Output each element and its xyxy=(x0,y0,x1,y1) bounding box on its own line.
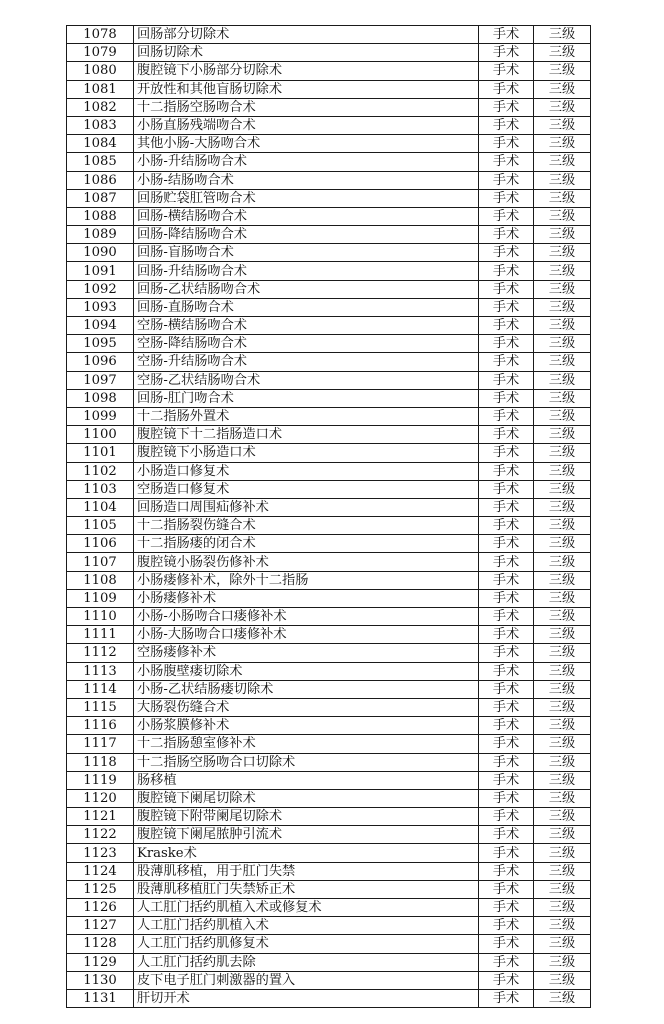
table-row xyxy=(67,553,591,571)
level-cell: 三级 xyxy=(534,298,591,316)
table-row xyxy=(67,171,591,189)
table-row xyxy=(67,44,591,62)
procedure-table xyxy=(66,25,591,1008)
level-cell: 三级 xyxy=(534,899,591,917)
level-cell: 三级 xyxy=(534,771,591,789)
table-row xyxy=(67,426,591,444)
category-cell: 手术 xyxy=(479,589,534,607)
table-row xyxy=(67,771,591,789)
procedure-name: 十二指肠空肠吻合术 xyxy=(134,98,479,116)
table-row xyxy=(67,389,591,407)
category-cell: 手术 xyxy=(479,244,534,262)
procedure-name: 小肠腹壁瘘切除术 xyxy=(134,662,479,680)
category-cell: 手术 xyxy=(479,771,534,789)
category-cell: 手术 xyxy=(479,953,534,971)
row-number: 1090 xyxy=(67,244,134,262)
row-number: 1117 xyxy=(67,735,134,753)
category-cell: 手术 xyxy=(479,644,534,662)
category-cell: 手术 xyxy=(479,135,534,153)
level-cell: 三级 xyxy=(534,116,591,134)
level-cell: 三级 xyxy=(534,517,591,535)
procedure-name: 人工肛门括约肌植入术或修复术 xyxy=(134,899,479,917)
table-row xyxy=(67,589,591,607)
row-number: 1130 xyxy=(67,971,134,989)
level-cell: 三级 xyxy=(534,680,591,698)
table-row xyxy=(67,26,591,44)
table-row xyxy=(67,662,591,680)
row-number: 1087 xyxy=(67,189,134,207)
level-cell: 三级 xyxy=(534,353,591,371)
category-cell: 手术 xyxy=(479,62,534,80)
row-number: 1100 xyxy=(67,426,134,444)
category-cell: 手术 xyxy=(479,899,534,917)
procedure-name: 回肠贮袋肛管吻合术 xyxy=(134,189,479,207)
category-cell: 手术 xyxy=(479,353,534,371)
procedure-name: 人工肛门括约肌去除 xyxy=(134,953,479,971)
row-number: 1119 xyxy=(67,771,134,789)
category-cell: 手术 xyxy=(479,207,534,225)
level-cell: 三级 xyxy=(534,662,591,680)
row-number: 1131 xyxy=(67,989,134,1007)
procedure-name: 回肠-升结肠吻合术 xyxy=(134,262,479,280)
category-cell: 手术 xyxy=(479,262,534,280)
category-cell: 手术 xyxy=(479,116,534,134)
level-cell: 三级 xyxy=(534,153,591,171)
row-number: 1096 xyxy=(67,353,134,371)
level-cell: 三级 xyxy=(534,444,591,462)
category-cell: 手术 xyxy=(479,153,534,171)
procedure-name: 回肠-乙状结肠吻合术 xyxy=(134,280,479,298)
procedure-name: 腹腔镜下阑尾脓肿引流术 xyxy=(134,826,479,844)
level-cell: 三级 xyxy=(534,935,591,953)
procedure-name: 回肠造口周围疝修补术 xyxy=(134,498,479,516)
level-cell: 三级 xyxy=(534,571,591,589)
category-cell: 手术 xyxy=(479,462,534,480)
procedure-name: 十二指肠裂伤缝合术 xyxy=(134,517,479,535)
category-cell: 手术 xyxy=(479,535,534,553)
procedure-name: 小肠-大肠吻合口瘘修补术 xyxy=(134,626,479,644)
category-cell: 手术 xyxy=(479,808,534,826)
row-number: 1089 xyxy=(67,226,134,244)
category-cell: 手术 xyxy=(479,662,534,680)
category-cell: 手术 xyxy=(479,844,534,862)
table-row xyxy=(67,680,591,698)
level-cell: 三级 xyxy=(534,389,591,407)
table-row xyxy=(67,407,591,425)
table-row xyxy=(67,880,591,898)
level-cell: 三级 xyxy=(534,644,591,662)
row-number: 1082 xyxy=(67,98,134,116)
level-cell: 三级 xyxy=(534,698,591,716)
level-cell: 三级 xyxy=(534,26,591,44)
table-row xyxy=(67,135,591,153)
row-number: 1118 xyxy=(67,753,134,771)
procedure-name: 小肠直肠残端吻合术 xyxy=(134,116,479,134)
row-number: 1086 xyxy=(67,171,134,189)
procedure-name: 回肠-盲肠吻合术 xyxy=(134,244,479,262)
row-number: 1080 xyxy=(67,62,134,80)
category-cell: 手术 xyxy=(479,571,534,589)
table-row xyxy=(67,826,591,844)
category-cell: 手术 xyxy=(479,335,534,353)
category-cell: 手术 xyxy=(479,407,534,425)
row-number: 1127 xyxy=(67,917,134,935)
row-number: 1095 xyxy=(67,335,134,353)
procedure-name: 回肠-降结肠吻合术 xyxy=(134,226,479,244)
table-row xyxy=(67,262,591,280)
procedure-name: 回肠-肛门吻合术 xyxy=(134,389,479,407)
procedure-name: 腹腔镜下十二指肠造口术 xyxy=(134,426,479,444)
row-number: 1084 xyxy=(67,135,134,153)
category-cell: 手术 xyxy=(479,226,534,244)
procedure-name: 人工肛门括约肌植入术 xyxy=(134,917,479,935)
procedure-name: 回肠部分切除术 xyxy=(134,26,479,44)
category-cell: 手术 xyxy=(479,989,534,1007)
procedure-name: 开放性和其他盲肠切除术 xyxy=(134,80,479,98)
category-cell: 手术 xyxy=(479,98,534,116)
table-row xyxy=(67,953,591,971)
level-cell: 三级 xyxy=(534,735,591,753)
category-cell: 手术 xyxy=(479,280,534,298)
level-cell: 三级 xyxy=(534,189,591,207)
table-row xyxy=(67,644,591,662)
category-cell: 手术 xyxy=(479,298,534,316)
row-number: 1125 xyxy=(67,880,134,898)
procedure-name: 小肠-小肠吻合口瘘修补术 xyxy=(134,608,479,626)
level-cell: 三级 xyxy=(534,498,591,516)
category-cell: 手术 xyxy=(479,880,534,898)
procedure-name: 肠移植 xyxy=(134,771,479,789)
row-number: 1111 xyxy=(67,626,134,644)
row-number: 1083 xyxy=(67,116,134,134)
row-number: 1114 xyxy=(67,680,134,698)
procedure-name: 股薄肌移植肛门失禁矫正术 xyxy=(134,880,479,898)
table-row xyxy=(67,317,591,335)
category-cell: 手术 xyxy=(479,917,534,935)
category-cell: 手术 xyxy=(479,371,534,389)
procedure-name: 小肠瘘修补术 xyxy=(134,589,479,607)
procedure-name: 腹腔镜下小肠造口术 xyxy=(134,444,479,462)
category-cell: 手术 xyxy=(479,44,534,62)
category-cell: 手术 xyxy=(479,680,534,698)
procedure-name: 小肠-结肠吻合术 xyxy=(134,171,479,189)
level-cell: 三级 xyxy=(534,753,591,771)
category-cell: 手术 xyxy=(479,698,534,716)
category-cell: 手术 xyxy=(479,498,534,516)
level-cell: 三级 xyxy=(534,135,591,153)
level-cell: 三级 xyxy=(534,789,591,807)
procedure-name: 股薄肌移植，用于肛门失禁 xyxy=(134,862,479,880)
category-cell: 手术 xyxy=(479,26,534,44)
table-row xyxy=(67,207,591,225)
level-cell: 三级 xyxy=(534,553,591,571)
level-cell: 三级 xyxy=(534,317,591,335)
row-number: 1092 xyxy=(67,280,134,298)
category-cell: 手术 xyxy=(479,444,534,462)
level-cell: 三级 xyxy=(534,44,591,62)
procedure-name: 回肠切除术 xyxy=(134,44,479,62)
row-number: 1101 xyxy=(67,444,134,462)
procedure-name: 小肠浆膜修补术 xyxy=(134,717,479,735)
category-cell: 手术 xyxy=(479,553,534,571)
level-cell: 三级 xyxy=(534,862,591,880)
row-number: 1128 xyxy=(67,935,134,953)
table-row xyxy=(67,735,591,753)
table-row xyxy=(67,517,591,535)
table-row xyxy=(67,698,591,716)
procedure-name: 空肠-降结肠吻合术 xyxy=(134,335,479,353)
category-cell: 手术 xyxy=(479,517,534,535)
category-cell: 手术 xyxy=(479,971,534,989)
table-row xyxy=(67,226,591,244)
procedure-name: 其他小肠-大肠吻合术 xyxy=(134,135,479,153)
category-cell: 手术 xyxy=(479,862,534,880)
row-number: 1113 xyxy=(67,662,134,680)
level-cell: 三级 xyxy=(534,589,591,607)
table-row xyxy=(67,844,591,862)
category-cell: 手术 xyxy=(479,626,534,644)
procedure-name: 小肠-升结肠吻合术 xyxy=(134,153,479,171)
row-number: 1097 xyxy=(67,371,134,389)
row-number: 1122 xyxy=(67,826,134,844)
row-number: 1106 xyxy=(67,535,134,553)
level-cell: 三级 xyxy=(534,608,591,626)
table-row xyxy=(67,989,591,1007)
level-cell: 三级 xyxy=(534,462,591,480)
level-cell: 三级 xyxy=(534,971,591,989)
row-number: 1108 xyxy=(67,571,134,589)
level-cell: 三级 xyxy=(534,371,591,389)
procedure-name: 空肠造口修复术 xyxy=(134,480,479,498)
level-cell: 三级 xyxy=(534,917,591,935)
level-cell: 三级 xyxy=(534,207,591,225)
level-cell: 三级 xyxy=(534,480,591,498)
level-cell: 三级 xyxy=(534,535,591,553)
row-number: 1120 xyxy=(67,789,134,807)
row-number: 1115 xyxy=(67,698,134,716)
procedure-name: Kraske术 xyxy=(134,844,479,862)
table-row xyxy=(67,571,591,589)
table-row xyxy=(67,189,591,207)
procedure-name: 十二指肠憩室修补术 xyxy=(134,735,479,753)
table-row xyxy=(67,608,591,626)
procedure-name: 十二指肠外置术 xyxy=(134,407,479,425)
table-row xyxy=(67,498,591,516)
procedure-name: 回肠-直肠吻合术 xyxy=(134,298,479,316)
category-cell: 手术 xyxy=(479,735,534,753)
level-cell: 三级 xyxy=(534,62,591,80)
table-row xyxy=(67,480,591,498)
table-row xyxy=(67,808,591,826)
category-cell: 手术 xyxy=(479,389,534,407)
category-cell: 手术 xyxy=(479,317,534,335)
table-row xyxy=(67,116,591,134)
table-row xyxy=(67,98,591,116)
row-number: 1124 xyxy=(67,862,134,880)
procedure-name: 大肠裂伤缝合术 xyxy=(134,698,479,716)
row-number: 1123 xyxy=(67,844,134,862)
procedure-name: 小肠-乙状结肠瘘切除术 xyxy=(134,680,479,698)
procedure-name: 腹腔镜下附带阑尾切除术 xyxy=(134,808,479,826)
category-cell: 手术 xyxy=(479,480,534,498)
level-cell: 三级 xyxy=(534,407,591,425)
table-row xyxy=(67,789,591,807)
table-row xyxy=(67,444,591,462)
category-cell: 手术 xyxy=(479,80,534,98)
row-number: 1088 xyxy=(67,207,134,225)
table-row xyxy=(67,935,591,953)
level-cell: 三级 xyxy=(534,280,591,298)
row-number: 1078 xyxy=(67,26,134,44)
row-number: 1112 xyxy=(67,644,134,662)
row-number: 1098 xyxy=(67,389,134,407)
level-cell: 三级 xyxy=(534,171,591,189)
table-row xyxy=(67,753,591,771)
level-cell: 三级 xyxy=(534,335,591,353)
category-cell: 手术 xyxy=(479,826,534,844)
table-row xyxy=(67,862,591,880)
table-row xyxy=(67,917,591,935)
level-cell: 三级 xyxy=(534,244,591,262)
row-number: 1093 xyxy=(67,298,134,316)
row-number: 1102 xyxy=(67,462,134,480)
level-cell: 三级 xyxy=(534,426,591,444)
level-cell: 三级 xyxy=(534,808,591,826)
level-cell: 三级 xyxy=(534,80,591,98)
table-row xyxy=(67,62,591,80)
procedure-name: 空肠瘘修补术 xyxy=(134,644,479,662)
level-cell: 三级 xyxy=(534,262,591,280)
level-cell: 三级 xyxy=(534,880,591,898)
category-cell: 手术 xyxy=(479,171,534,189)
table-row xyxy=(67,626,591,644)
procedure-name: 回肠-横结肠吻合术 xyxy=(134,207,479,225)
procedure-name: 肝切开术 xyxy=(134,989,479,1007)
category-cell: 手术 xyxy=(479,189,534,207)
table-row xyxy=(67,353,591,371)
table-row xyxy=(67,80,591,98)
procedure-table-body xyxy=(67,26,591,1008)
table-row xyxy=(67,371,591,389)
level-cell: 三级 xyxy=(534,989,591,1007)
category-cell: 手术 xyxy=(479,717,534,735)
procedure-name: 小肠瘘修补术，除外十二指肠 xyxy=(134,571,479,589)
table-row xyxy=(67,717,591,735)
table-row xyxy=(67,462,591,480)
procedure-name: 腹腔镜小肠裂伤修补术 xyxy=(134,553,479,571)
level-cell: 三级 xyxy=(534,844,591,862)
level-cell: 三级 xyxy=(534,98,591,116)
procedure-name: 皮下电子肛门刺激器的置入 xyxy=(134,971,479,989)
row-number: 1103 xyxy=(67,480,134,498)
row-number: 1094 xyxy=(67,317,134,335)
category-cell: 手术 xyxy=(479,753,534,771)
row-number: 1126 xyxy=(67,899,134,917)
level-cell: 三级 xyxy=(534,717,591,735)
row-number: 1104 xyxy=(67,498,134,516)
level-cell: 三级 xyxy=(534,226,591,244)
row-number: 1107 xyxy=(67,553,134,571)
row-number: 1121 xyxy=(67,808,134,826)
procedure-name: 人工肛门括约肌修复术 xyxy=(134,935,479,953)
procedure-name: 空肠-横结肠吻合术 xyxy=(134,317,479,335)
category-cell: 手术 xyxy=(479,608,534,626)
row-number: 1105 xyxy=(67,517,134,535)
row-number: 1079 xyxy=(67,44,134,62)
category-cell: 手术 xyxy=(479,935,534,953)
table-row xyxy=(67,535,591,553)
procedure-name: 十二指肠瘘的闭合术 xyxy=(134,535,479,553)
row-number: 1110 xyxy=(67,608,134,626)
table-row xyxy=(67,244,591,262)
category-cell: 手术 xyxy=(479,789,534,807)
row-number: 1081 xyxy=(67,80,134,98)
table-row xyxy=(67,153,591,171)
row-number: 1109 xyxy=(67,589,134,607)
table-row xyxy=(67,335,591,353)
row-number: 1116 xyxy=(67,717,134,735)
procedure-name: 腹腔镜下阑尾切除术 xyxy=(134,789,479,807)
procedure-name: 小肠造口修复术 xyxy=(134,462,479,480)
level-cell: 三级 xyxy=(534,626,591,644)
procedure-name: 腹腔镜下小肠部分切除术 xyxy=(134,62,479,80)
table-row xyxy=(67,971,591,989)
row-number: 1091 xyxy=(67,262,134,280)
procedure-name: 空肠-乙状结肠吻合术 xyxy=(134,371,479,389)
table-row xyxy=(67,899,591,917)
level-cell: 三级 xyxy=(534,826,591,844)
row-number: 1099 xyxy=(67,407,134,425)
level-cell: 三级 xyxy=(534,953,591,971)
procedure-name: 十二指肠空肠吻合口切除术 xyxy=(134,753,479,771)
row-number: 1129 xyxy=(67,953,134,971)
table-row xyxy=(67,280,591,298)
row-number: 1085 xyxy=(67,153,134,171)
category-cell: 手术 xyxy=(479,426,534,444)
table-row xyxy=(67,298,591,316)
procedure-name: 空肠-升结肠吻合术 xyxy=(134,353,479,371)
